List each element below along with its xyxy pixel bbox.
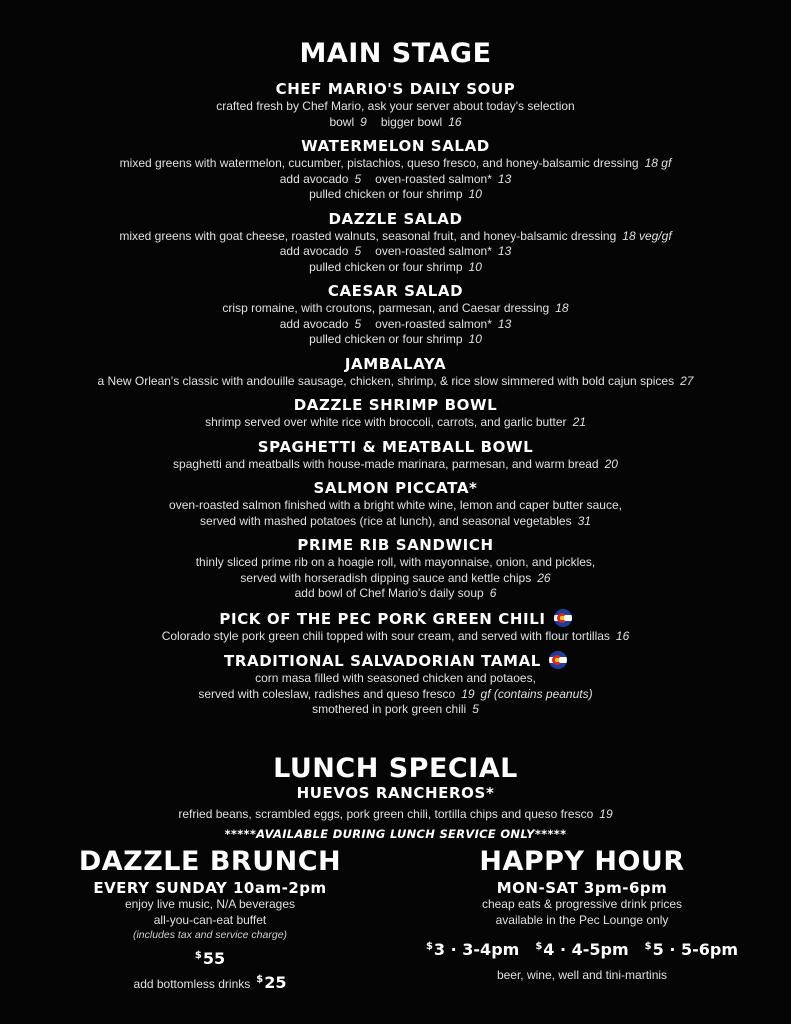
currency-symbol: $ — [194, 950, 202, 961]
menu-item-price: 16 — [615, 628, 630, 643]
tier-separator: · — [554, 940, 572, 959]
menu-item — [20, 210, 771, 276]
happy-hour-tier — [645, 940, 738, 959]
menu-item-price: 5 — [354, 171, 362, 186]
menu-item-description: thinly sliced prime rib on a hoagie roll, with mayonnaise, onion, and pickles, — [195, 555, 596, 569]
menu-item-line — [20, 332, 771, 348]
brunch-line-2: all-you-can-eat buffet — [153, 912, 267, 927]
brunch-note: (includes tax and service charge) — [132, 929, 288, 941]
menu-item-name — [20, 282, 771, 301]
lunch-special-section — [0, 755, 791, 841]
menu-item-line — [20, 415, 771, 431]
lunch-description-text: refried beans, scrambled eggs, pork green chili, tortilla chips and queso fresco — [178, 807, 594, 821]
brunch-section — [40, 848, 380, 993]
menu-item-name-text: PICK OF THE PEC PORK GREEN CHILI — [219, 609, 546, 628]
menu-item-line — [20, 115, 771, 131]
happy-hour-line-2: available in the Pec Lounge only — [495, 912, 669, 927]
menu-item-price: 13 — [497, 244, 512, 258]
menu-item-description: oven-roasted salmon* — [375, 316, 492, 331]
menu-item-description: a New Orlean's classic with andouille sausage, chicken, shrimp, & rice slow simmered with bold cajun spices — [97, 373, 675, 388]
menu-item — [20, 536, 771, 602]
menu-item-name-text: CHEF MARIO'S DAILY SOUP — [275, 80, 516, 98]
menu-item-line — [20, 260, 771, 276]
menu-item-name-text: JAMBALAYA — [344, 354, 447, 373]
menu-item — [20, 438, 771, 473]
lunch-availability-note: *****AVAILABLE DURING LUNCH SERVICE ONLY***** — [224, 826, 567, 841]
menu-item-line — [20, 629, 771, 645]
happy-hour-tier — [426, 940, 519, 959]
menu-item-price: 19 — [461, 686, 475, 701]
menu-item-description: served with horseradish dipping sauce and kettle chips — [240, 570, 532, 585]
menu-item-price: 10 — [468, 259, 482, 274]
menu-item-line — [20, 514, 771, 530]
happy-hour-schedule: MON-SAT 3pm-6pm — [496, 879, 668, 897]
menu-item-name — [20, 479, 771, 498]
menu-item-name — [20, 80, 771, 99]
menu-item-line — [20, 187, 771, 203]
menu-item-description: Colorado style pork green chili topped with sour cream, and served with flour tortillas — [161, 628, 610, 643]
menu-item-line — [20, 229, 771, 245]
menu-item-line — [20, 498, 771, 514]
menu-item-name-text: DAZZLE SHRIMP BOWL — [293, 396, 498, 414]
menu-item-price: 18 veg/gf — [622, 228, 672, 243]
bottomless-drinks — [40, 972, 380, 993]
lunch-special-title: LUNCH SPECIAL — [273, 753, 518, 784]
menu-item-name-text: PRIME RIB SANDWICH — [297, 536, 494, 554]
menu-item-description: corn masa filled with seasoned chicken and potaoes, — [255, 671, 536, 685]
happy-hour-section — [412, 848, 752, 984]
menu-item-name-text: CAESAR SALAD — [327, 282, 464, 300]
menu-item-line — [20, 301, 771, 317]
menu-item — [20, 651, 771, 718]
menu-item-line — [20, 172, 771, 188]
menu-item-line — [20, 317, 771, 333]
tier-price: 5 — [652, 940, 664, 959]
menu-item-name-text: SPAGHETTI & MEATBALL BOWL — [257, 437, 534, 456]
menu-item — [20, 137, 771, 203]
menu-item-name — [20, 355, 771, 374]
brunch-line-1: enjoy live music, N/A beverages — [124, 897, 296, 911]
bottomless-price — [256, 973, 286, 992]
tier-separator: · — [663, 940, 681, 959]
menu-item-name-text: SALMON PICCATA* — [313, 479, 478, 497]
happy-hour-line-1: cheap eats & progressive drink prices — [481, 897, 683, 911]
bottomless-label: add bottomless drinks — [133, 977, 251, 991]
currency-symbol: $ — [425, 941, 433, 952]
menu-item-price: 5 — [354, 316, 362, 331]
menu-item-description: oven-roasted salmon finished with a bright white wine, lemon and caper butter sauce, — [169, 498, 622, 512]
menu-item — [20, 396, 771, 431]
tier-separator: · — [445, 940, 463, 959]
menu-item-description: pulled chicken or four shrimp — [309, 332, 463, 346]
menu-item-name-text: TRADITIONAL SALVADORIAN TAMAL — [224, 652, 541, 670]
menu-item-name — [20, 396, 771, 415]
menu-item — [20, 355, 771, 390]
menu-item-description: shrimp served over white rice with broccoli, carrots, and garlic butter — [205, 415, 567, 429]
menu-item-description: pulled chicken or four shrimp — [309, 259, 463, 274]
menu-item-line — [20, 586, 771, 602]
menu-item-price: gf (contains peanuts) — [480, 686, 593, 701]
currency-symbol: $ — [256, 974, 264, 985]
menu-item-description: served with mashed potatoes (rice at lunch), and seasonal vegetables — [200, 513, 572, 528]
menu-item-description: crisp romaine, with croutons, parmesan, and Caesar dressing — [222, 301, 550, 315]
menu-item-line — [20, 244, 771, 260]
menu-item-price: 5 — [472, 702, 479, 716]
menu-item-description: pulled chicken or four shrimp — [309, 187, 463, 201]
menu-item-description: bigger bowl — [380, 114, 443, 129]
brunch-schedule: EVERY SUNDAY 10am-2pm — [93, 879, 327, 897]
menu-item-price: 16 — [448, 114, 462, 129]
happy-hour-note: beer, wine, well and tini-martinis — [496, 968, 668, 982]
menu-item-name — [20, 210, 771, 229]
lunch-price: 19 — [599, 807, 613, 821]
menu-item-line — [20, 374, 771, 390]
menu-item-description: add avocado — [279, 171, 349, 186]
menu-item-description: crafted fresh by Chef Mario, ask your server about today's selection — [216, 99, 575, 113]
menu-item-name-text: DAZZLE SALAD — [328, 209, 463, 228]
menu-item-line — [20, 99, 771, 115]
menu-item-line — [20, 671, 771, 687]
menu-item-name — [20, 609, 771, 629]
menu-item-name — [20, 651, 771, 671]
happy-hour-title: HAPPY HOUR — [479, 846, 685, 877]
menu-item-description: add bowl of Chef Mario's daily soup — [294, 586, 484, 600]
happy-hour-tier — [535, 940, 628, 959]
tier-time: 5-6pm — [681, 940, 739, 959]
menu-item-price: 10 — [468, 332, 482, 346]
menu-item-price: 18 — [555, 301, 569, 315]
menu-item-price: 10 — [468, 187, 482, 201]
lunch-item-description — [0, 807, 791, 823]
menu-item-line — [20, 156, 771, 172]
menu-item-line — [20, 571, 771, 587]
menu-item-description: mixed greens with goat cheese, roasted walnuts, seasonal fruit, and honey-balsamic dressing — [119, 228, 617, 243]
tier-time: 3-4pm — [462, 940, 520, 959]
currency-symbol: $ — [644, 941, 652, 952]
menu-item-description: add avocado — [279, 316, 349, 331]
brunch-title: DAZZLE BRUNCH — [78, 846, 342, 877]
menu-item-name — [20, 438, 771, 457]
menu-item-price: 26 — [537, 570, 551, 585]
menu-item-line — [20, 457, 771, 473]
menu-item-name — [20, 536, 771, 555]
lunch-item-name: HUEVOS RANCHEROS* — [296, 784, 495, 802]
bottomless-price-value: 25 — [264, 973, 287, 992]
menu-item-description: oven-roasted salmon* — [375, 244, 492, 258]
main-stage-items — [20, 80, 771, 725]
menu-item-price: 13 — [497, 171, 512, 186]
menu-item-description: bowl — [329, 114, 355, 129]
menu-item-price: 20 — [604, 456, 618, 471]
menu-item-line — [20, 702, 771, 718]
menu-item-name — [20, 137, 771, 156]
colorado-flag-icon — [554, 609, 572, 627]
main-stage-title: MAIN STAGE — [299, 38, 492, 69]
menu-item-price: 13 — [497, 316, 512, 331]
menu-item-line — [20, 555, 771, 571]
currency-symbol: $ — [535, 941, 543, 952]
menu-item — [20, 282, 771, 348]
tier-time: 4-5pm — [571, 940, 629, 959]
colorado-flag-icon — [549, 651, 567, 669]
menu-item-price: 31 — [577, 513, 591, 528]
tier-price: 4 — [543, 940, 555, 959]
menu-item-price: 21 — [572, 415, 586, 429]
menu-item-price: 6 — [489, 586, 497, 600]
menu-item-description: smothered in pork green chili — [312, 702, 467, 716]
menu-item — [20, 479, 771, 529]
brunch-price-value: 55 — [202, 949, 226, 968]
menu-item-description: served with coleslaw, radishes and queso fresco — [198, 686, 456, 701]
menu-item-name-text: WATERMELON SALAD — [301, 137, 490, 155]
tier-price: 3 — [433, 940, 446, 959]
menu-item-description: mixed greens with watermelon, cucumber, pistachios, queso fresco, and honey-balsamic dressing — [119, 156, 639, 170]
menu-item-description: spaghetti and meatballs with house-made marinara, parmesan, and warm bread — [173, 456, 599, 471]
menu-item-line — [20, 687, 771, 703]
menu-item-price: 9 — [360, 114, 367, 129]
menu-item-price: 18 gf — [644, 156, 672, 170]
menu-item-price: 27 — [680, 373, 694, 388]
happy-hour-tiers — [412, 940, 752, 960]
menu-item-price: 5 — [354, 244, 362, 258]
menu-item — [20, 609, 771, 645]
brunch-price — [40, 949, 380, 968]
menu-item-description: add avocado — [279, 244, 349, 258]
menu-item — [20, 80, 771, 130]
menu-item-description: oven-roasted salmon* — [375, 171, 492, 186]
